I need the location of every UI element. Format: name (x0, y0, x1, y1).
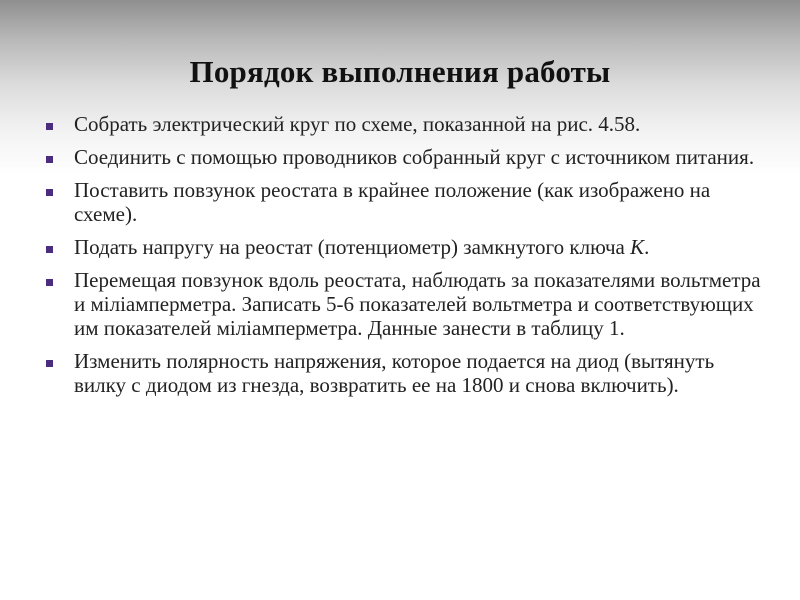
bullet-item (44, 112, 764, 136)
slide-title: Порядок выполнения работы (189, 54, 611, 89)
bullet-text: Поставить повзунок реостата в крайнее положение (как изображено на схеме). (74, 178, 711, 226)
square-bullet-icon (46, 279, 53, 286)
square-bullet-icon (46, 189, 53, 196)
slide-content (44, 112, 764, 406)
bullet-text: Подать напругу на реостат (потенциометр) замкнутого ключа (74, 235, 631, 259)
bullet-item (44, 349, 764, 397)
square-bullet-icon (46, 360, 53, 367)
key-variable: K (630, 235, 645, 259)
bullet-item (44, 178, 764, 226)
bullet-text: Соединить с помощью проводников собранный круг с источником питания. (74, 145, 755, 169)
square-bullet-icon (46, 246, 53, 253)
bullet-text-end: . (644, 235, 650, 259)
bullet-list (44, 112, 764, 397)
bullet-item (44, 268, 764, 340)
bullet-text: Перемещая повзунок вдоль реостата, наблюдать за показателями вольтметра и міліамперметра. Записать 5-6 показателей вольтметра и соответствующих им показателей міліамперметра. Данные занести в таблицу 1. (74, 268, 761, 340)
square-bullet-icon (46, 156, 53, 163)
square-bullet-icon (46, 123, 53, 130)
bullet-text: Изменить полярность напряжения, которое подается на диод (вытянуть вилку с диодом из гнезда, возвратить ее на 1800 и снова включить). (74, 349, 715, 397)
bullet-item (44, 235, 764, 259)
bullet-item (44, 145, 764, 169)
bullet-text: Собрать электрический круг по схеме, показанной на рис. 4.58. (74, 112, 641, 136)
